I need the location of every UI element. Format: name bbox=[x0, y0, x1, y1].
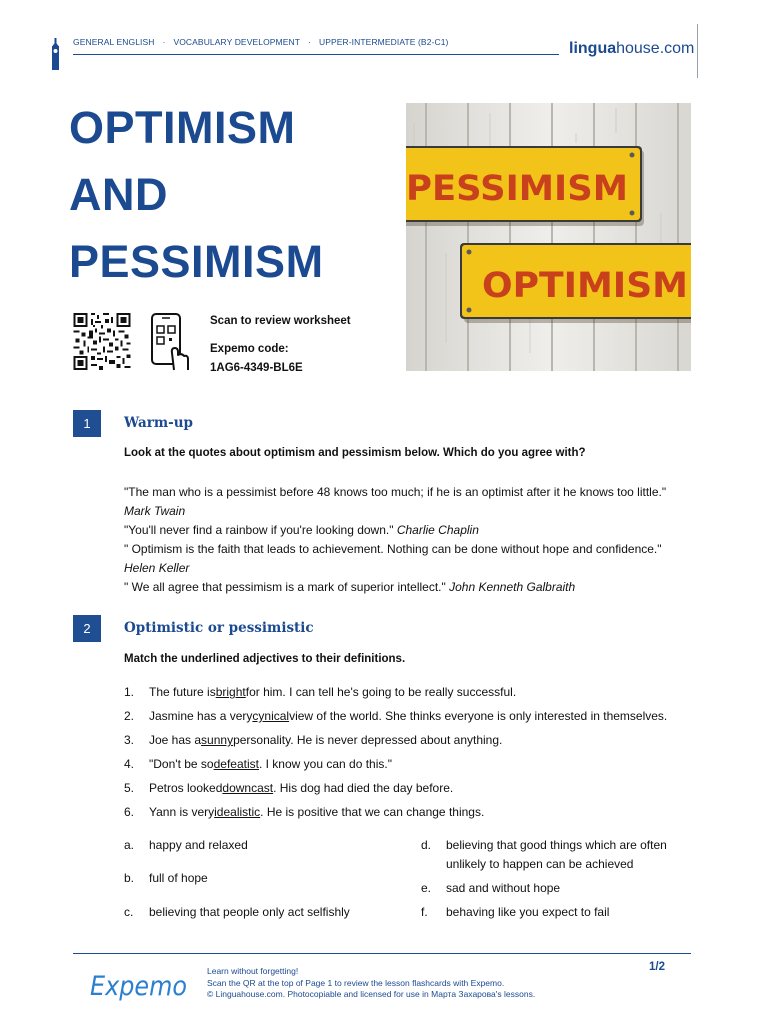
scan-info bbox=[210, 312, 351, 378]
quotes-list bbox=[124, 483, 699, 597]
quote-line bbox=[124, 559, 699, 578]
expemo-code-label: Expemo code: bbox=[210, 343, 289, 355]
section-title-warm-up: Warm-up bbox=[124, 415, 193, 431]
header-divider bbox=[73, 54, 559, 55]
section1-instruction: Look at the quotes about optimism and pessimism below. Which do you agree with? bbox=[124, 447, 586, 459]
quote-line: " We all agree that pessimism is a mark of superior intellect." John Kenneth Galbraith bbox=[124, 580, 576, 594]
expemo-code: 1AG6-4349-BL6E bbox=[210, 362, 303, 374]
breadcrumb: GENERAL ENGLISH · VOCABULARY DEVELOPMENT · UPPER-INTERMEDIATE (B2-C1) bbox=[73, 37, 449, 47]
sign-pessimism-text: PESSIMISM bbox=[406, 169, 628, 209]
quote-author: Helen Keller bbox=[124, 561, 190, 575]
title-line: OPTIMISM bbox=[69, 102, 296, 153]
quote-line bbox=[124, 502, 699, 521]
exercise-sentences bbox=[124, 685, 704, 829]
signs-photo bbox=[406, 103, 691, 371]
quote-line: "You'll never find a rainbow if you're looking down." Charlie Chaplin bbox=[124, 523, 479, 537]
breadcrumb-item[interactable]: UPPER-INTERMEDIATE (B2-C1) bbox=[318, 37, 449, 47]
section-title-optimistic-or-pessimistic: Optimistic or pessimistic bbox=[124, 620, 314, 636]
sign-optimism-text: OPTIMISM bbox=[482, 266, 688, 306]
underlined-word: defeatist bbox=[213, 757, 259, 771]
footer-divider bbox=[73, 953, 691, 954]
underlined-word: cynical bbox=[252, 709, 290, 723]
section-number-2: 2 bbox=[73, 615, 101, 642]
quote-line: "The man who is a pessimist before 48 knows too much; if he is an optimist after it he knows too little." bbox=[124, 485, 667, 499]
footer-tagline: Learn without forgetting! bbox=[207, 966, 299, 976]
title-line: AND bbox=[69, 169, 168, 220]
title-line: PESSIMISM bbox=[69, 236, 324, 287]
breadcrumb-item[interactable]: GENERAL ENGLISH bbox=[73, 37, 155, 47]
underlined-word: downcast bbox=[222, 781, 274, 795]
list-item: 1. The future is bright for him. I can tell he's going to be really successful. bbox=[124, 685, 704, 709]
expemo-logo[interactable] bbox=[89, 967, 189, 1007]
header-vertical-divider bbox=[697, 24, 698, 78]
list-item: 2. Jasmine has a very cynical view of the world. She thinks everyone is only interested in themselves. bbox=[124, 709, 704, 733]
definition-item: b. full of hope bbox=[124, 871, 208, 885]
page-title bbox=[69, 94, 389, 295]
quote-author: Mark Twain bbox=[124, 504, 186, 518]
underlined-word: idealistic bbox=[214, 805, 261, 819]
definition-item: d. believing that good things which are often unlikely to happen can be achieved bbox=[421, 838, 667, 871]
footer-text bbox=[207, 966, 535, 1001]
quote-author: Charlie Chaplin bbox=[396, 523, 479, 537]
list-item: 5. Petros looked downcast . His dog had died the day before. bbox=[124, 781, 704, 805]
section-number-1: 1 bbox=[73, 410, 101, 437]
list-item: 4. "Don't be so defeatist . I know you can do this." bbox=[124, 757, 704, 781]
definition-item: f. behaving like you expect to fail bbox=[421, 905, 610, 919]
list-item: 6. Yann is very idealistic . He is positive that we can change things. bbox=[124, 805, 704, 829]
definition-item: c. believing that people only act selfishly bbox=[124, 905, 350, 919]
section2-instruction: Match the underlined adjectives to their definitions. bbox=[124, 653, 406, 665]
footer-instructions: Scan the QR at the top of Page 1 to review the lesson flashcards with Expemo. bbox=[207, 977, 505, 988]
page-number: 1/2 bbox=[649, 961, 665, 973]
definition-item: a. happy and relaxed bbox=[124, 838, 248, 852]
svg-text:Expemo: Expemo bbox=[90, 971, 187, 1002]
underlined-word: sunny bbox=[201, 733, 234, 747]
brand-logo[interactable]: linguahouse.com bbox=[569, 40, 695, 57]
breadcrumb-item[interactable]: VOCABULARY DEVELOPMENT bbox=[173, 37, 301, 47]
footer-copyright: © Linguahouse.com. Photocopiable and licensed for use in Марта Захарова's lessons. bbox=[207, 989, 536, 999]
list-item: 3. Joe has a sunny personality. He is never depressed about anything. bbox=[124, 733, 704, 757]
underlined-word: bright bbox=[215, 685, 246, 699]
definition-item: e. sad and without hope bbox=[421, 881, 561, 895]
scan-label: Scan to review worksheet bbox=[210, 315, 351, 327]
quote-line: " Optimism is the faith that leads to achievement. Nothing can be done without hope and confidence." bbox=[124, 542, 662, 556]
quote-author: John Kenneth Galbraith bbox=[449, 580, 576, 594]
phone-scan-icon bbox=[150, 313, 192, 371]
big-ben-icon bbox=[51, 38, 60, 70]
qr-code[interactable] bbox=[73, 313, 131, 370]
